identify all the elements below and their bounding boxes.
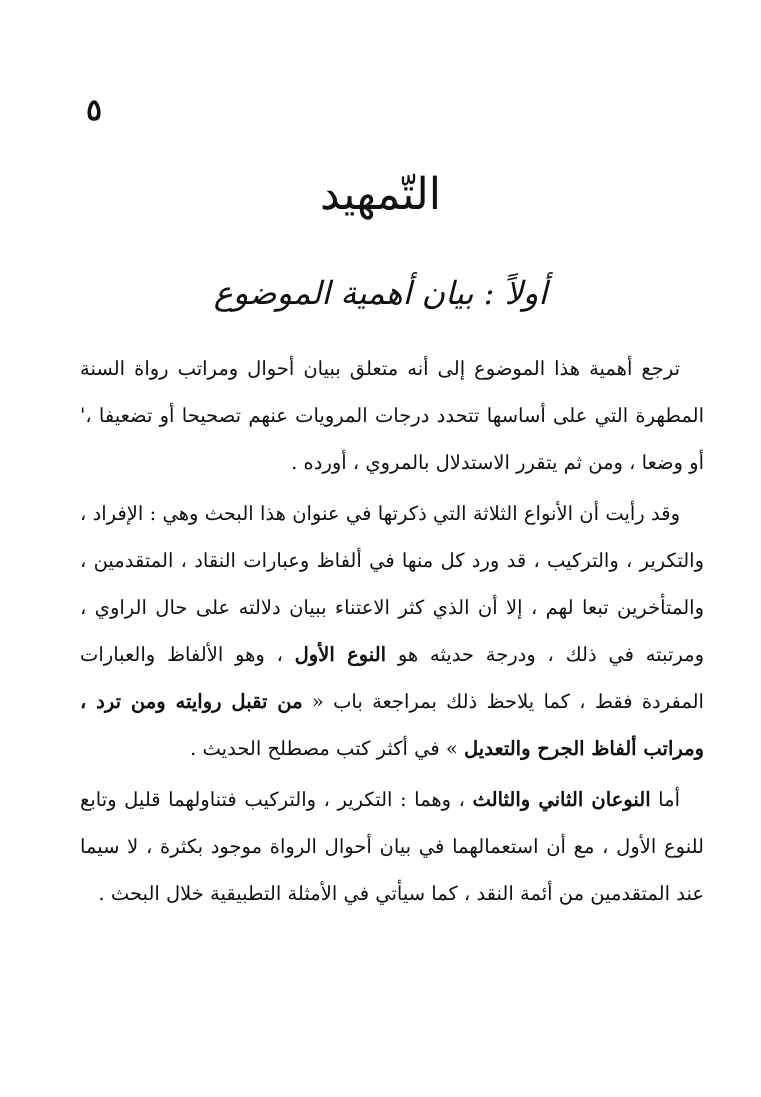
paragraph-text: ترجع أهمية هذا الموضوع إلى أنه متعلق ببيان أحوال ومراتب رواة السنة المطهرة التي على أساسها تتحدد درجات المرويات عنهم تصحيحا أو تضعيفا ،' أو وضعا ، ومن ثم يتقرر الاستدلال بالمروي ، أورده .: [80, 357, 704, 474]
paragraph-text: ، وهو الألفاظ والعبارات المفردة فقط ، كما يلاحظ ذلك بمراجعة باب «: [80, 643, 704, 713]
paragraph-text: وقد رأيت أن الأنواع الثلاثة التي ذكرتها في عنوان هذا البحث وهي : الإفراد ، والتكرير ، والتركيب ، قد ورد كل منها في ألفاظ وعبارات النقاد ، المتقدمين ، والمتأخرين تبعا لهم ، إلا أن الذي كثر الاعتناء ببيان دلالته على حال الراوي ، ومرتبته في ذلك ، ودرجة حديثه هو: [80, 502, 704, 666]
paragraph: [80, 345, 704, 486]
bold-phrase: من تقبل روايته ومن ترد ، ومراتب ألفاظ الجرح والتعديل: [80, 690, 704, 760]
paragraph-text: » في أكثر كتب مصطلح الحديث .: [190, 737, 465, 760]
paragraph-text: ، وهما : التكرير ، والتركيب فتناولهما قليل وتابع للنوع الأول ، مع أن استعمالهما في بيان أحوال الرواة موجود بكثرة ، لا سيما عند المتقدمين من أئمة النقد ، كما سيأتي في الأمثلة التطبيقية خلال البحث .: [80, 788, 704, 905]
chapter-title: التّمهيد: [320, 169, 441, 220]
paragraph: [80, 490, 704, 772]
page-number: ٥: [86, 93, 103, 128]
body-text: [80, 345, 704, 917]
bold-phrase: النوعان الثاني والثالث: [472, 788, 651, 811]
paragraph-text: أما: [650, 788, 680, 811]
bold-phrase: النوع الأول: [294, 643, 387, 666]
section-title: أولاً : بيان أهمية الموضوع: [213, 274, 548, 312]
paragraph: [80, 776, 704, 917]
